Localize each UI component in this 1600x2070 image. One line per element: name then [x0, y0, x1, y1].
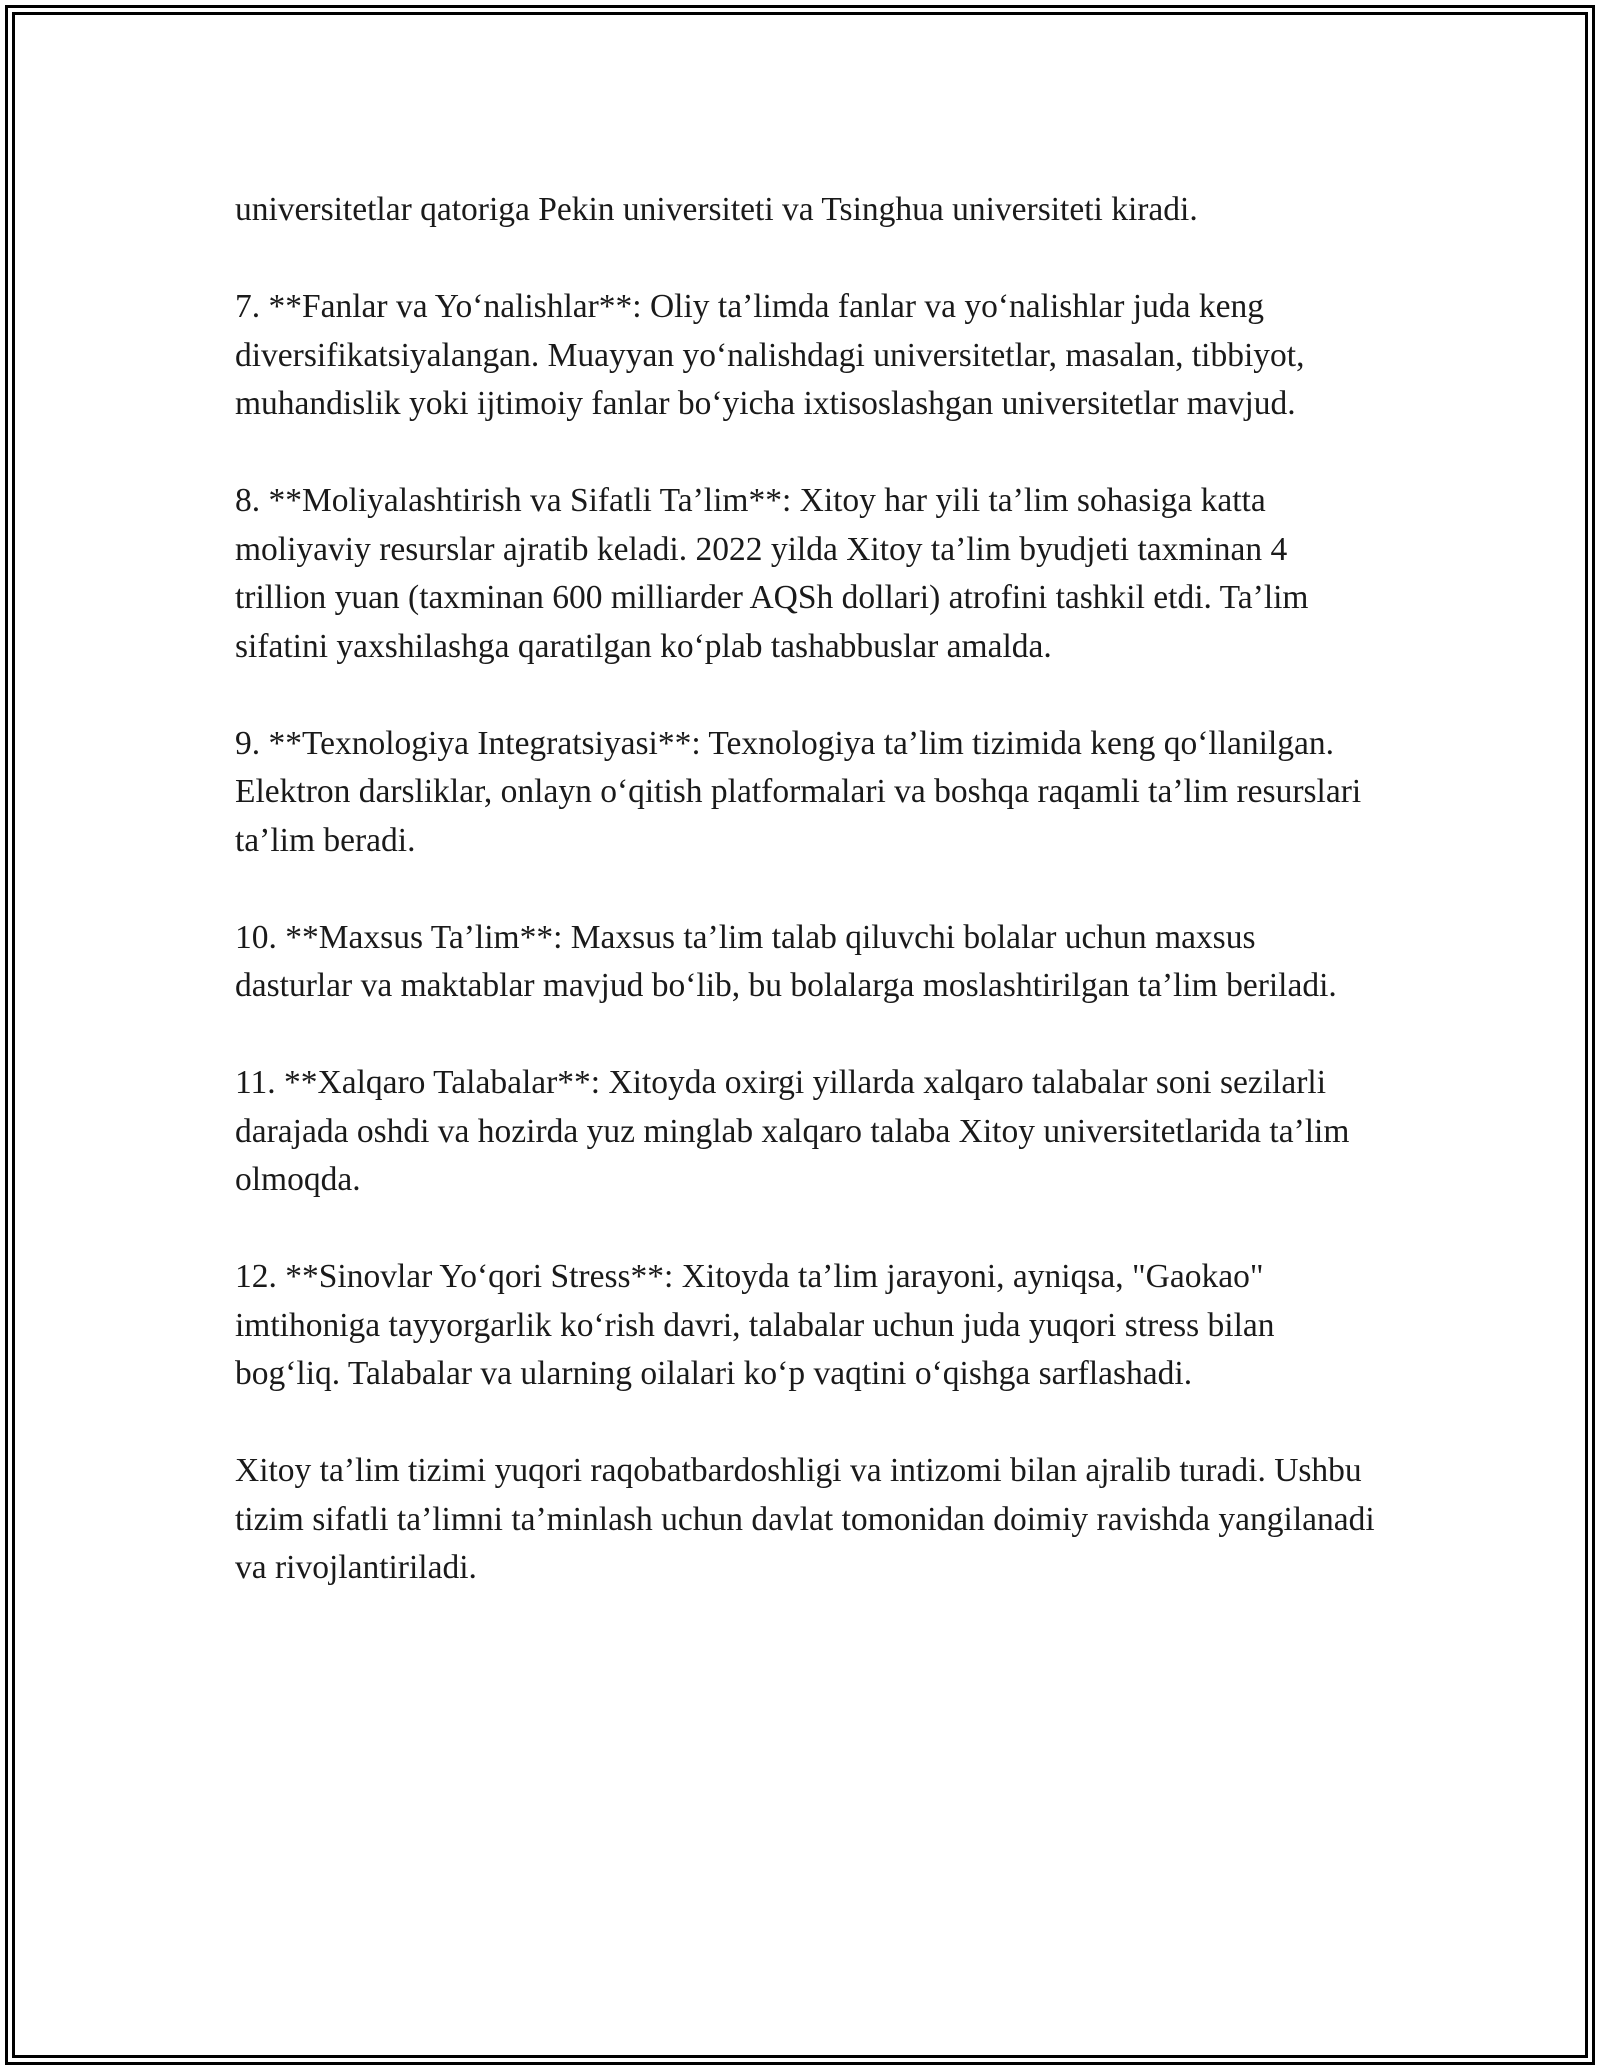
paragraph-conclusion: Xitoy ta’lim tizimi yuqori raqobatbardoshligi va intizomi bilan ajralib turadi. Ushbu tizim sifatli ta’limni ta’minlash uchun davlat tomonidan doimiy ravishda yangilanadi va rivojlantiriladi.	[235, 1452, 1375, 1586]
paragraph-item-7: 7. **Fanlar va Yo‘nalishlar**: Oliy ta’limda fanlar va yo‘nalishlar juda keng diversifikatsiyalangan. Muayyan yo‘nalishdagi universitetlar, masalan, tibbiyot, muhandislik yoki ijtimoiy fanlar bo‘yicha ixtisoslashgan universitetlar mavjud.	[235, 288, 1305, 422]
paragraph-item-11: 11. **Xalqaro Talabalar**: Xitoyda oxirgi yillarda xalqaro talabalar soni sezilarli darajada oshdi va hozirda yuz minglab xalqaro talaba Xitoy universitetlarida ta’lim olmoqda.	[235, 1064, 1350, 1198]
document-body	[235, 186, 1375, 1641]
paragraph-continuation: universitetlar qatoriga Pekin universiteti va Tsinghua universiteti kiradi.	[235, 191, 1198, 228]
paragraph-item-12: 12. **Sinovlar Yo‘qori Stress**: Xitoyda ta’lim jarayoni, ayniqsa, "Gaokao" imtihoniga tayyorgarlik ko‘rish davri, talabalar uchun juda yuqori stress bilan bog‘liq. Talabalar va ularning oilalari ko‘p vaqtini o‘qishga sarflashadi.	[235, 1258, 1275, 1392]
paragraph-item-8: 8. **Moliyalashtirish va Sifatli Ta’lim**: Xitoy har yili ta’lim sohasiga katta moliyaviy resurslar ajratib keladi. 2022 yilda Xitoy ta’lim byudjeti taxminan 4 trillion yuan (taxminan 600 milliarder AQSh dollari) atrofini tashkil etdi. Ta’lim sifatini yaxshilashga qaratilgan ko‘plab tashabbuslar amalda.	[235, 482, 1309, 665]
paragraph-item-9: 9. **Texnologiya Integratsiyasi**: Texnologiya ta’lim tizimida keng qo‘llanilgan. Elektron darsliklar, onlayn o‘qitish platformalari va boshqa raqamli ta’lim resurslari ta’lim beradi.	[235, 724, 1362, 859]
paragraph-item-10: 10. **Maxsus Ta’lim**: Maxsus ta’lim talab qiluvchi bolalar uchun maxsus dasturlar va maktablar mavjud bo‘lib, bu bolalarga moslashtirilgan ta’lim beriladi.	[235, 918, 1337, 1004]
